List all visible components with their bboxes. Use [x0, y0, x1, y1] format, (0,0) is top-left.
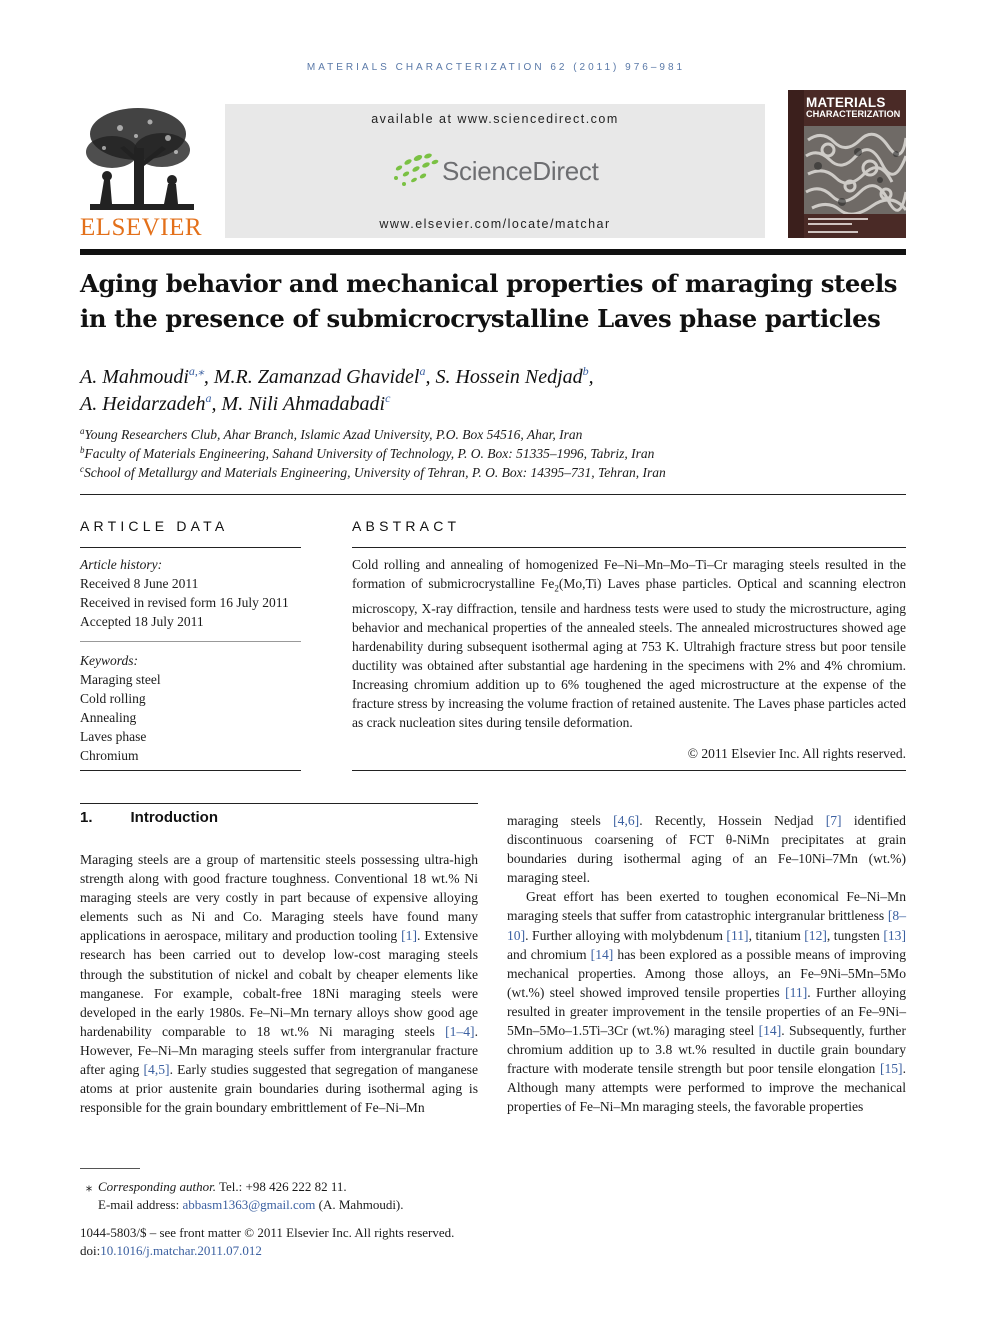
abstract-text: Cold rolling and annealing of homogenized Fe–Ni–Mn–Mo–Ti–Cr maraging steels resulted in the formation of submicrocrystalline $Fe_2(Mo,Ti)$ Laves phase particles. Optical and scanning electron microscopy, X-ray diffraction, tensile and hardness tests were used to study the microstructure, aging behavior and mechanical properties of the annealed steels. The annealed microstructures showed age hardenability during subsequent isothermal aging at 753 K. Ultrahigh fracture stress but poor tensile ductility was obtained after substantial age hardening in the specimens with 2% and 4% chromium. Increasing chromium addition up to 6% toughened the aged microstructure at the expense of the fracture stress by increasing the volume fraction of retained austenite. The Laves phase particles acted as crack nucleation sites during tensile deformation. — [352, 557, 907, 731]
author-name: M. Nili Ahmadabadi — [221, 393, 386, 415]
intro-left-column — [80, 850, 478, 1117]
header-rule — [80, 249, 906, 255]
body-text: . Further alloying resulted in greater improvement in the tensile properties of an Fe–9Ni–5Mn–5Mo–1.5Ti–3Cr (wt.%) maraging steel — [507, 984, 906, 1039]
doi-link[interactable]: 10.1016/j.matchar.2011.07.012 — [100, 1243, 262, 1258]
running-header: MATERIALS CHARACTERIZATION 62 (2011) 976–981 — [306, 62, 686, 73]
affiliation-a: $^a$Young Researchers Club, Ahar Branch, Islamic Azad University, P.O. Box 54516, Ahar, Iran — [80, 426, 583, 442]
reference-link[interactable]: [4,5] — [143, 1062, 170, 1078]
author-name: M.R. Zamanzad Ghavidel — [213, 366, 420, 388]
keyword-item: Cold rolling — [80, 691, 146, 706]
article-data-bottom-rule — [80, 770, 301, 771]
cover-title-materials: MATERIALS — [806, 95, 886, 110]
body-text: . However, Fe–Ni–Mn maraging steels suffer from intergranular fracture after aging — [80, 1023, 478, 1078]
reference-link[interactable]: [14] — [590, 946, 614, 962]
author-name: A. Heidarzadeh — [80, 393, 206, 415]
keyword-item: Chromium — [80, 748, 139, 763]
author-affiliation-mark[interactable]: a,⁎ — [188, 364, 204, 378]
received-date: Received 8 June 2011 — [80, 576, 199, 591]
article-history-label: Article history: — [80, 557, 163, 572]
body-text: , titanium — [748, 927, 805, 943]
reference-link[interactable]: [13] — [883, 927, 906, 943]
accepted-date: Accepted 18 July 2011 — [80, 614, 204, 629]
body-text: and chromium — [507, 946, 591, 962]
article-title-line-1: Aging behavior and mechanical properties of maraging steels — [80, 269, 898, 298]
reference-link[interactable]: [1–4] — [445, 1023, 475, 1039]
reference-link[interactable]: [11] — [785, 984, 808, 1000]
abstract-bottom-rule — [352, 770, 906, 771]
footnote-rule — [80, 1168, 140, 1169]
cover-title-characterization: CHARACTERIZATION — [806, 109, 901, 119]
sciencedirect-wordmark: ScienceDirect — [442, 156, 599, 186]
author-affiliation-mark[interactable]: c — [385, 391, 391, 405]
abstract-rule — [352, 547, 906, 548]
sciencedirect-leaves-icon — [390, 152, 440, 192]
keywords-rule — [80, 641, 301, 642]
journal-cover — [788, 90, 906, 238]
author-affiliation-mark[interactable]: b — [582, 364, 589, 378]
keywords-label: Keywords: — [80, 653, 138, 668]
issn-line: 1044-5803/$ – see front matter © 2011 Elsevier Inc. All rights reserved. — [80, 1225, 455, 1240]
available-at-text: available at www.sciencedirect.com — [371, 112, 619, 126]
body-text: . Early studies suggested that segregation of manganese atoms at prior austenite grain boundaries during isothermal aging is responsible for the grain boundary embrittlement of Fe–Ni–Mn — [80, 1062, 478, 1116]
keyword-item: Annealing — [80, 710, 137, 725]
abstract-heading: ABSTRACT — [352, 518, 461, 534]
corresponding-author-note: ⁎ Corresponding author. Tel.: +98 426 222 82 11. — [85, 1179, 347, 1194]
article-title-line-2: in the presence of submicrocrystalline Laves phase particles — [80, 304, 881, 333]
reference-link[interactable]: [4,6] — [613, 813, 640, 828]
body-text: . Extensive research has been carried out to develop low-cost maraging steels through the substitution of nickel and cobalt by cheaper elements like manganese. For example, cobalt-free 18Ni maraging steels were developed in the early 1980s. Fe–Ni–Mn ternary alloys show good age hardenability comparable to 18 wt.% Ni maraging steels — [80, 928, 478, 1039]
affiliation-b: $^b$Faculty of Materials Engineering, Sahand University of Technology, P. O. Box: 51335–1996, Tabriz, Iran — [80, 445, 655, 461]
publisher-name: ELSEVIER — [80, 214, 203, 241]
article-data-heading: ARTICLE DATA — [80, 518, 229, 534]
reference-link[interactable]: [15] — [879, 1061, 903, 1077]
body-text: . Recently, Hossein Nedjad — [639, 813, 826, 828]
body-text: . Subsequently, further chromium addition up to 3.8 wt.% resulted in ductile grain boundary fracture with moderate tensile strength but poor tensile elongation — [507, 1023, 906, 1077]
body-text: . Further alloying with molybdenum — [525, 927, 727, 943]
author-name: S. Hossein Nedjad — [435, 366, 583, 388]
body-text: . Although many attempts were performed to improve the mechanical properties of Fe–Ni–Mn maraging steels, the favorable properties — [507, 1061, 906, 1115]
section-heading: 1. Introduction — [80, 809, 218, 826]
author-name: A. Mahmoudi — [80, 366, 189, 388]
email-note: E-mail address: abbasm1363@gmail.com (A. Mahmoudi). — [98, 1197, 404, 1212]
reference-link[interactable]: [11] — [726, 927, 749, 943]
doi-line: doi:10.1016/j.matchar.2011.07.012 — [80, 1243, 262, 1258]
intro-top-rule — [80, 803, 478, 804]
body-text: has been explored as a possible means of improving mechanical properties. Among those alloys, an Fe–9Ni–5Mn–5Mo (wt.%) steel showed improved tensile properties — [507, 946, 906, 1000]
keyword-item: Laves phase — [80, 729, 147, 744]
intro-paragraph — [507, 887, 906, 1116]
body-text: maraging steels — [507, 813, 614, 828]
body-text: Great effort has been exerted to toughen economical Fe–Ni–Mn maraging steels that suffer from catastrophic intergranular brittleness — [507, 889, 906, 924]
abstract-copyright: © 2011 Elsevier Inc. All rights reserved. — [687, 746, 906, 761]
revised-date: Received in revised form 16 July 2011 — [80, 595, 289, 610]
section-divider — [80, 494, 906, 495]
article-data-rule — [80, 547, 301, 548]
article-title — [80, 266, 910, 336]
body-text: identified discontinuous coarsening of FCT θ-NiMn precipitates at grain boundaries during isothermal aging of an Fe–10Ni–7Mn (wt.%) maraging steel. — [507, 813, 906, 886]
reference-link[interactable]: [7] — [825, 813, 842, 828]
elsevier-logo — [80, 104, 202, 242]
email-link[interactable]: abbasm1363@gmail.com — [182, 1197, 316, 1212]
reference-link[interactable]: [1] — [401, 928, 418, 944]
keyword-item: Maraging steel — [80, 672, 161, 687]
affiliation-c: $^c$School of Metallurgy and Materials Engineering, University of Tehran, P. O. Box: 14395–731, Tehran, Iran — [80, 464, 666, 480]
sciencedirect-logo — [390, 152, 610, 192]
reference-link[interactable]: [14] — [758, 1023, 782, 1039]
intro-paragraph — [507, 811, 906, 887]
body-text: , tungsten — [826, 927, 884, 943]
reference-link[interactable]: [8–10] — [507, 908, 906, 943]
author-affiliation-mark[interactable]: a — [419, 364, 426, 378]
journal-url: www.elsevier.com/locate/matchar — [379, 217, 611, 231]
reference-link[interactable]: [12] — [804, 927, 827, 943]
intro-right-column — [507, 811, 906, 1117]
elsevier-tree-icon — [80, 104, 202, 216]
author-affiliation-mark[interactable]: a — [205, 391, 212, 405]
author-list: A. Mahmoudi$^{a,⁎}$, M.R. Zamanzad Ghavidel$^a$, S. Hossein Nedjad$^b$, A. Heidarzadeh$^a$, M. Nili Ahmadabadi$^c$ — [80, 364, 594, 415]
body-text: Maraging steels are a group of martensitic steels possessing ultra-high strength along with good fracture toughness. Conventional 18 wt.% Ni maraging steels are very costly in part because of expensive alloying elements such as Ni and Co. Maraging steels have found many applications in aerospace, military and production tooling — [80, 852, 478, 944]
sciencedirect-banner — [225, 104, 765, 238]
